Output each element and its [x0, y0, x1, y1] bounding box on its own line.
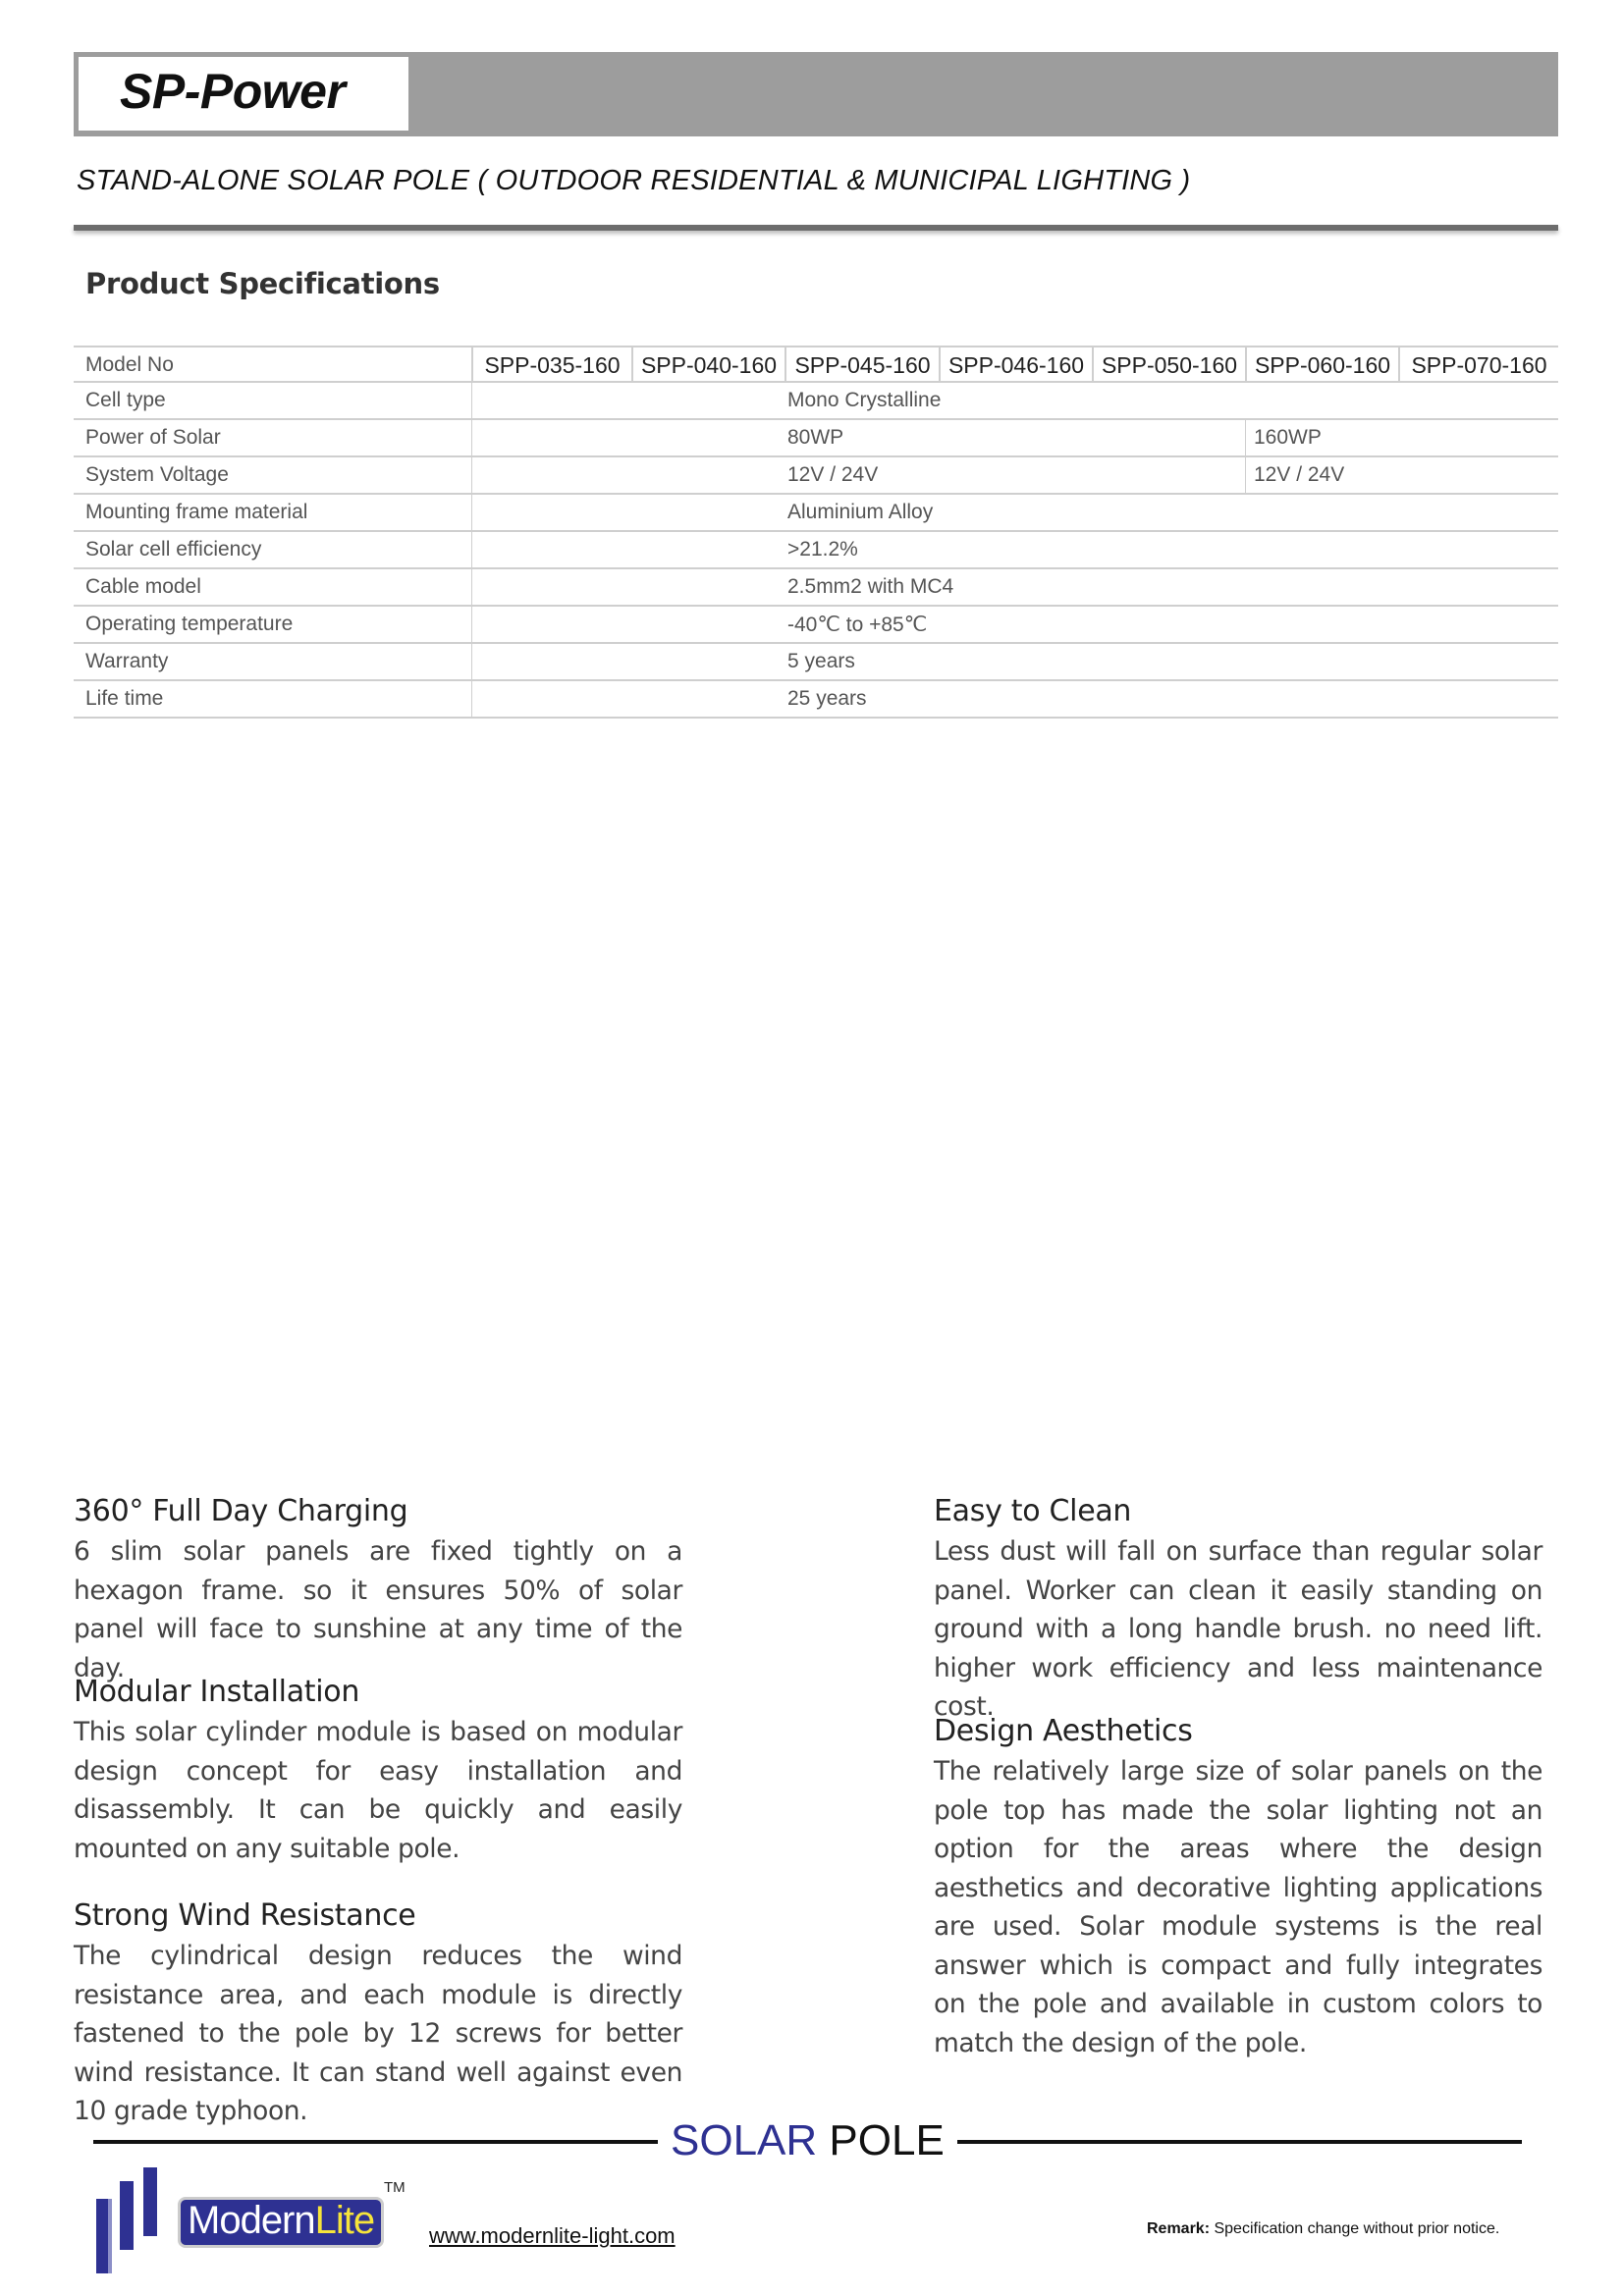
model-cell: SPP-050-160	[1092, 347, 1245, 383]
remark-label: Remark:	[1147, 2220, 1211, 2237]
column-divider	[471, 457, 472, 493]
column-divider	[471, 383, 472, 418]
feature-modular	[74, 1675, 682, 1868]
feature-text: Less dust will fall on surface than regular solar panel. Worker can clean it easily standing on ground with a long handle brush. no need lift. higher work efficiency and less maintenance cost.	[934, 1536, 1542, 1722]
spec-value: 80WP	[787, 426, 844, 449]
footer-title-rest: POLE	[817, 2116, 945, 2164]
trademark: TM	[384, 2179, 406, 2196]
model-cell: SPP-046-160	[939, 347, 1092, 383]
logo-text	[188, 2199, 374, 2243]
spec-heading: Product Specifications	[85, 267, 440, 300]
spec-label: Solar cell efficiency	[85, 538, 262, 561]
header-divider	[74, 225, 1558, 231]
feature-title: Strong Wind Resistance	[74, 1898, 416, 1933]
spec-label: Operating temperature	[85, 613, 294, 635]
spec-table	[74, 346, 1558, 719]
spec-label: Mounting frame material	[85, 501, 308, 523]
spec-label: Life time	[85, 687, 164, 710]
feature-text: This solar cylinder module is based on modular design concept for easy installation and disassembly. It can be quickly and easily mounted on any suitable pole.	[74, 1717, 682, 1864]
logo-text-lite: Lite	[314, 2199, 375, 2242]
spec-value: Aluminium Alloy	[787, 501, 934, 523]
feature-clean	[934, 1494, 1542, 1727]
spec-row-frame	[74, 495, 1558, 532]
spec-label: Warranty	[85, 650, 169, 672]
remark	[1147, 2220, 1499, 2238]
spec-row-efficiency	[74, 532, 1558, 569]
spec-label: System Voltage	[85, 463, 229, 486]
feature-text: The relatively large size of solar panels on the pole top has made the solar lighting not an option for the areas where the design aesthetics and decorative lighting applications are used. Solar module systems is the real answer which is compact and fully integrates on the pole and available in custom colors to match the design of the pole.	[934, 1756, 1542, 2058]
feature-charging	[74, 1494, 682, 1687]
footer-rule-right	[957, 2140, 1522, 2144]
spec-value: Mono Crystalline	[787, 389, 942, 411]
column-divider	[471, 495, 472, 530]
spec-value: 25 years	[787, 687, 867, 710]
model-cell: SPP-035-160	[471, 347, 631, 383]
spec-value-alt: 160WP	[1254, 426, 1322, 449]
model-cell: SPP-060-160	[1245, 347, 1398, 383]
logo-text-modern: Modern	[188, 2199, 315, 2242]
column-divider	[471, 569, 472, 605]
spec-row-power	[74, 420, 1558, 457]
feature-title: Easy to Clean	[934, 1494, 1132, 1528]
page-subtitle: STAND-ALONE SOLAR POLE ( OUTDOOR RESIDENTIAL & MUNICIPAL LIGHTING )	[77, 165, 1191, 196]
logo-bars-icon	[94, 2160, 179, 2277]
column-divider	[1245, 457, 1246, 493]
footer-title-accent: SOLAR	[671, 2116, 818, 2164]
spec-row-lifetime	[74, 681, 1558, 719]
remark-text: Specification change without prior notice.	[1210, 2220, 1500, 2237]
spec-value: >21.2%	[787, 538, 858, 561]
feature-aesthetics	[934, 1714, 1542, 2062]
spec-row-cable	[74, 569, 1558, 607]
model-label: Model No	[85, 353, 174, 376]
model-cell: SPP-040-160	[631, 347, 784, 383]
spec-row-voltage	[74, 457, 1558, 495]
website-link[interactable]: www.modernlite-light.com	[429, 2223, 676, 2248]
spec-value-alt: 12V / 24V	[1254, 463, 1345, 486]
model-row	[74, 346, 1558, 383]
feature-text: The cylindrical design reduces the wind resistance area, and each module is directly fastened to the pole by 12 screws for better wind resistance. It can stand well against even 10 grade typhoon.	[74, 1941, 682, 2126]
spec-value: 5 years	[787, 650, 855, 672]
spec-value: -40℃ to +85℃	[787, 614, 928, 636]
column-divider	[471, 532, 472, 567]
modernlite-logo	[94, 2160, 406, 2277]
model-cell: SPP-070-160	[1398, 347, 1558, 383]
spec-label: Cable model	[85, 575, 201, 598]
spec-label: Cell type	[85, 389, 166, 411]
spec-row-warranty	[74, 644, 1558, 681]
spec-row-cell-type	[74, 383, 1558, 420]
feature-title: Modular Installation	[74, 1675, 360, 1709]
column-divider	[471, 607, 472, 642]
feature-wind	[74, 1898, 682, 2131]
spec-value: 2.5mm2 with MC4	[787, 575, 954, 598]
spec-label: Power of Solar	[85, 426, 221, 449]
column-divider	[1245, 420, 1246, 455]
spec-row-temperature	[74, 607, 1558, 644]
feature-title: 360° Full Day Charging	[74, 1494, 408, 1528]
column-divider	[471, 420, 472, 455]
feature-title: Design Aesthetics	[934, 1714, 1193, 1748]
column-divider	[471, 644, 472, 679]
spec-value: 12V / 24V	[787, 463, 879, 486]
footer-rule-left	[93, 2140, 658, 2144]
brand-name: SP-Power	[120, 64, 346, 119]
column-divider	[471, 681, 472, 717]
footer-title	[671, 2116, 945, 2165]
model-cell: SPP-045-160	[784, 347, 939, 383]
feature-text: 6 slim solar panels are fixed tightly on a hexagon frame. so it ensures 50% of solar panel will face to sunshine at any time of the day.	[74, 1536, 682, 1683]
